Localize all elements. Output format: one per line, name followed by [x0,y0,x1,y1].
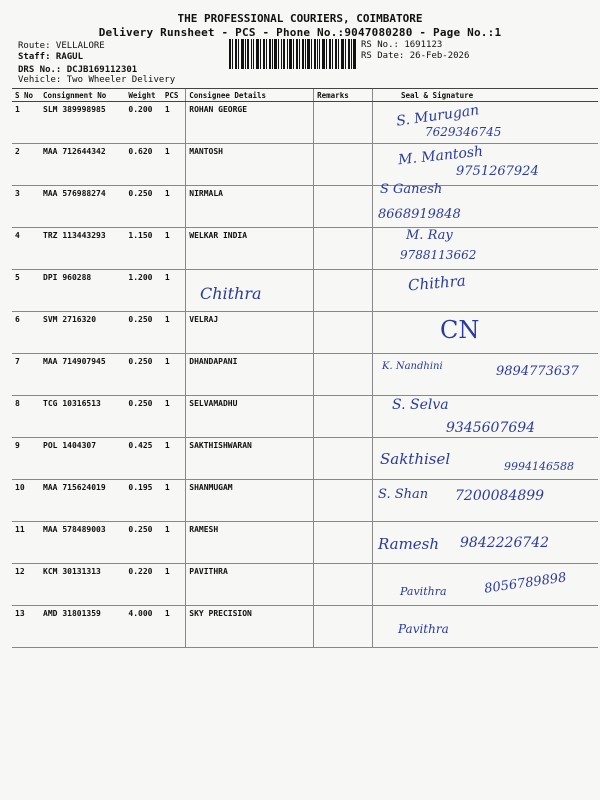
cell-consignee: DHANDAPANI [186,354,314,396]
table-row [12,312,598,354]
cell-consignment: DPI 960288 [40,270,125,312]
cell-pcs: 1 [162,480,186,522]
cell-remarks [314,606,373,648]
drs-number: DRS No.: DCJB169112301 [18,65,138,75]
vehicle: Vehicle: Two Wheeler Delivery [18,75,176,85]
signature-row8-phone: 9345607694 [446,420,536,436]
cell-weight: 0.220 [125,564,161,606]
signature-row9-name: Sakthisel [380,450,451,468]
cell-sno: 8 [12,396,40,438]
cell-sno: 2 [12,144,40,186]
cell-weight: 0.195 [125,480,161,522]
cell-consignment: SVM 2716320 [40,312,125,354]
cell-remarks [314,102,373,144]
cell-weight: 0.250 [125,354,161,396]
cell-sno: 4 [12,228,40,270]
barcode [229,39,356,69]
signature-row9-phone: 9994146588 [504,460,574,473]
cell-weight: 1.150 [125,228,161,270]
cell-consignment: MAA 576988274 [40,186,125,228]
cell-consignment: MAA 715624019 [40,480,125,522]
staff: Staff: RAGUL [18,52,84,62]
signature-row3-phone: 8668919848 [378,207,461,222]
signature-row11-name: Ramesh [378,535,440,553]
cell-sno: 13 [12,606,40,648]
cell-remarks [314,480,373,522]
cell-consignment: MAA 712644342 [40,144,125,186]
cell-pcs: 1 [162,312,186,354]
handwritten-consignee-row5: Chithra [200,284,262,303]
signature-row12-name: Pavithra [400,585,447,598]
cell-consignee: SAKTHISHWARAN [186,438,314,480]
cell-pcs: 1 [162,606,186,648]
cell-consignment: TRZ 113443293 [40,228,125,270]
col-remarks: Remarks [314,89,373,102]
cell-consignee: SELVAMADHU [186,396,314,438]
cell-pcs: 1 [162,522,186,564]
signature-row6: CN [440,316,480,344]
cell-remarks [314,270,373,312]
cell-pcs: 1 [162,354,186,396]
cell-remarks [314,354,373,396]
table-row [12,606,598,648]
cell-remarks [314,396,373,438]
cell-remarks [314,522,373,564]
signature-row4-name: M. Ray [406,228,453,243]
cell-pcs: 1 [162,438,186,480]
signature-row3-name: S Ganesh [380,182,443,197]
cell-weight: 0.250 [125,396,161,438]
cell-weight: 0.620 [125,144,161,186]
runsheet-subtitle: Delivery Runsheet - PCS - Phone No.:9047080280 - Page No.:1 [98,26,502,39]
cell-sno: 12 [12,564,40,606]
signature-row7-phone: 9894773637 [496,364,579,379]
cell-signature [372,312,598,354]
cell-remarks [314,564,373,606]
cell-consignee: NIRMALA [186,186,314,228]
cell-weight: 4.000 [125,606,161,648]
cell-pcs: 1 [162,186,186,228]
cell-pcs: 1 [162,102,186,144]
cell-pcs: 1 [162,228,186,270]
cell-sno: 9 [12,438,40,480]
cell-consignment: KCM 30131313 [40,564,125,606]
cell-weight: 0.250 [125,522,161,564]
signature-row4-phone: 9788113662 [400,248,477,262]
cell-sno: 7 [12,354,40,396]
cell-consignee: SKY PRECISION [186,606,314,648]
cell-pcs: 1 [162,270,186,312]
signature-row8-name: S. Selva [392,397,449,413]
signature-row13: Pavithra [398,622,449,636]
cell-pcs: 1 [162,396,186,438]
cell-consignee: SHANMUGAM [186,480,314,522]
cell-consignment: SLM 389998985 [40,102,125,144]
cell-sno: 6 [12,312,40,354]
signature-row2-phone: 9751267924 [456,164,539,179]
signature-row1-name: S. Murugan [395,102,481,130]
cell-pcs: 1 [162,564,186,606]
cell-sno: 11 [12,522,40,564]
signature-row7-name: K. Nandhini [382,361,443,372]
company-title: THE PROFESSIONAL COURIERS, COIMBATORE [177,12,423,25]
cell-consignment: AMD 31801359 [40,606,125,648]
table-header [12,89,598,102]
cell-consignee: ROHAN GEORGE [186,102,314,144]
table-row [12,102,598,144]
cell-consignee: RAMESH [186,522,314,564]
signature-row10-name: S. Shan [378,487,429,502]
col-pcs: PCS [162,89,186,102]
signature-row5: Chithra [407,271,467,295]
col-sno: S No [12,89,40,102]
route: Route: VELLALORE [18,41,105,51]
cell-weight: 0.250 [125,186,161,228]
cell-consignment: MAA 578489003 [40,522,125,564]
cell-sno: 3 [12,186,40,228]
col-consignee: Consignee Details [186,89,314,102]
cell-remarks [314,186,373,228]
signature-row10-phone: 7200084899 [455,488,545,504]
cell-remarks [314,438,373,480]
cell-consignee: WELKAR INDIA [186,228,314,270]
cell-weight: 0.200 [125,102,161,144]
cell-consignment: MAA 714907945 [40,354,125,396]
table-row [12,438,598,480]
cell-weight: 0.250 [125,312,161,354]
cell-sno: 5 [12,270,40,312]
table-row [12,228,598,270]
cell-consignment: TCG 10316513 [40,396,125,438]
cell-consignee: VELRAJ [186,312,314,354]
cell-consignee: PAVITHRA [186,564,314,606]
cell-remarks [314,228,373,270]
cell-weight: 1.200 [125,270,161,312]
table-row [12,186,598,228]
cell-weight: 0.425 [125,438,161,480]
cell-remarks [314,144,373,186]
cell-sno: 1 [12,102,40,144]
rs-number: RS No.: 1691123 [361,40,443,50]
cell-pcs: 1 [162,144,186,186]
table-row [12,270,598,312]
rs-date: RS Date: 26-Feb-2026 [361,51,470,61]
col-consignment: Consignment No [40,89,125,102]
col-signature: Seal & Signature [372,89,598,102]
cell-consignment: POL 1404307 [40,438,125,480]
signature-row11-phone: 9842226742 [460,535,550,551]
cell-consignee: MANTOSH [186,144,314,186]
signature-row12-phone: 8056789898 [483,570,568,597]
signature-row2-name: M. Mantosh [397,143,484,169]
col-weight: Weight [125,89,161,102]
cell-remarks [314,312,373,354]
signature-row1-phone: 7629346745 [425,125,502,139]
cell-sno: 10 [12,480,40,522]
